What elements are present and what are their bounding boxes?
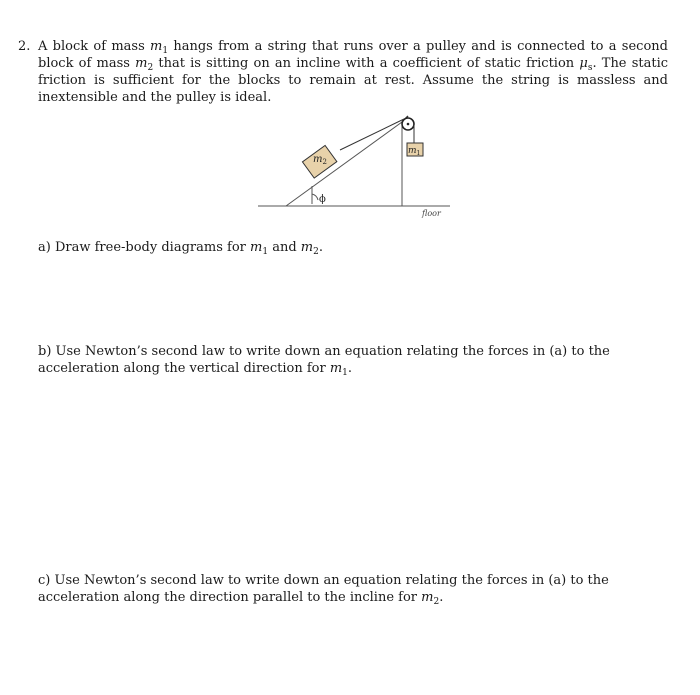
block-m2-label: $m_2$ (313, 154, 327, 166)
string-incline (340, 119, 404, 150)
problem-statement (18, 38, 668, 106)
angle-arc (312, 194, 318, 200)
pulley-axle (407, 123, 410, 126)
part-c: c) Use Newton’s second law to write down an equation relating the forces in (a) to the acceleration along the direction parallel to the incline for $m_2$. (38, 573, 609, 607)
angle-label: ϕ (319, 194, 326, 205)
incline-pulley-figure (250, 108, 460, 223)
problem-number: 2. (18, 39, 31, 54)
problem-text: A block of mass $m_1$ hangs from a string that runs over a pulley and is connected to a second block of mass $m_2$ that is sitting on an incline with a coefficient of static friction $\mu_s$. The static friction is sufficient for the blocks to remain at rest. Assume the string is massless and inextensible and the pulley is ideal. (38, 39, 669, 105)
floor-label: floor (422, 209, 441, 218)
part-b: b) Use Newton’s second law to write down an equation relating the forces in (a) to the acceleration along the vertical direction for $m_1$. (38, 344, 610, 378)
part-a: a) Draw free-body diagrams for $m_1$ and $m_2$. (38, 240, 323, 257)
block-m1-label: $m_1$ (408, 146, 421, 157)
